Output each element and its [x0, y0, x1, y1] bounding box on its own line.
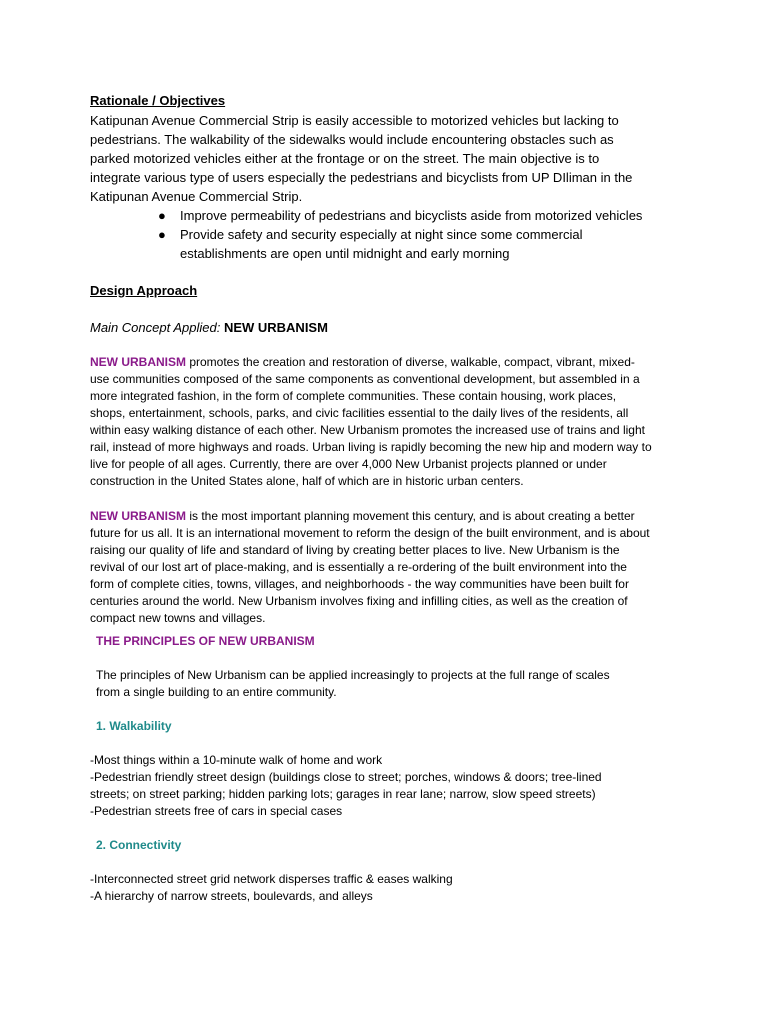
new-urbanism-paragraph-1: [90, 354, 690, 490]
text-line: shops, entertainment, schools, parks, and civic facilities essential to the daily lives of the residents, all: [90, 406, 629, 420]
text-line: form of complete cities, towns, villages, and neighborhoods - the way communities have been built for: [90, 577, 629, 591]
bullet-icon: ●: [158, 208, 166, 223]
text-line: The principles of New Urbanism can be applied increasingly to projects at the full range of scales: [96, 668, 610, 682]
text-line: future for us all. It is an international movement to reform the design of the built environment, and is about: [90, 526, 650, 540]
text-fragment: is the most important planning movement this century, and is about creating a better: [186, 509, 635, 523]
text-line: [90, 508, 690, 525]
text-line: raising our quality of life and standard of living by creating better places to live. New Urbanism is the: [90, 543, 620, 557]
principle-walkability-list: [90, 752, 690, 820]
new-urbanism-term: NEW URBANISM: [90, 509, 186, 523]
list-item: -Most things within a 10-minute walk of home and work: [90, 753, 383, 767]
list-item-text: Provide safety and security especially at night since some commercial: [180, 227, 583, 242]
text-line: from a single building to an entire community.: [96, 685, 337, 699]
principle-connectivity-list: [90, 871, 690, 905]
new-urbanism-paragraph-2: [90, 508, 690, 627]
text-line: construction in the United States alone, half of which are in historic urban centers.: [90, 474, 524, 488]
rationale-paragraph: [90, 111, 690, 206]
text-fragment: promotes the creation and restoration of diverse, walkable, compact, vibrant, mixed-: [186, 355, 635, 369]
main-concept-label: Main Concept Applied:: [90, 320, 224, 335]
list-item-text: establishments are open until midnight and early morning: [180, 246, 510, 261]
text-line: compact new towns and villages.: [90, 611, 266, 625]
rationale-heading: Rationale / Objectives: [90, 93, 226, 108]
list-item: -Pedestrian streets free of cars in special cases: [90, 804, 343, 818]
principle-title-connectivity: 2. Connectivity: [96, 838, 182, 852]
text-line: use communities composed of the same components as conventional development, but assembled in a: [90, 372, 640, 386]
principle-title-walkability: 1. Walkability: [96, 719, 172, 733]
objectives-list: [90, 206, 690, 263]
list-item: [158, 206, 690, 225]
principles-intro: [90, 667, 690, 701]
main-concept-line: [90, 319, 690, 337]
text-line: rail, instead of more highways and roads. Urban living is rapidly becoming the new hip and modern way to: [90, 440, 652, 454]
text-line: parked motorized vehicles either at the frontage or on the street. The main objective is to: [90, 151, 600, 166]
text-line: within easy walking distance of each other. New Urbanism promotes the increased use of trains and light: [90, 423, 645, 437]
text-line: pedestrians. The walkability of the sidewalks would include encountering obstacles such as: [90, 132, 614, 147]
list-item: -Pedestrian friendly street design (buildings close to street; porches, windows & doors; tree-lined: [90, 770, 602, 784]
bullet-icon: ●: [158, 227, 166, 242]
list-item: streets; on street parking; hidden parking lots; garages in rear lane; narrow, slow speed streets): [90, 787, 596, 801]
list-item-text: Improve permeability of pedestrians and bicyclists aside from motorized vehicles: [180, 208, 643, 223]
text-line: revival of our lost art of place-making, and is essentially a re-ordering of the built environment into the: [90, 560, 627, 574]
text-line: Katipunan Avenue Commercial Strip.: [90, 189, 303, 204]
new-urbanism-term: NEW URBANISM: [90, 355, 186, 369]
list-item: -A hierarchy of narrow streets, boulevards, and alleys: [90, 889, 373, 903]
document-page: [90, 92, 690, 905]
list-item: [158, 225, 690, 263]
text-line: centuries around the world. New Urbanism involves fixing and infilling cities, as well as the creation of: [90, 594, 628, 608]
text-line: Katipunan Avenue Commercial Strip is easily accessible to motorized vehicles but lacking to: [90, 113, 619, 128]
design-approach-heading: Design Approach: [90, 283, 198, 298]
text-line: integrate various type of users especially the pedestrians and bicyclists from UP DIliman in the: [90, 170, 633, 185]
principles-heading: THE PRINCIPLES OF NEW URBANISM: [96, 634, 315, 648]
text-line: more integrated fashion, in the form of complete communities. These contain housing, work places,: [90, 389, 617, 403]
text-line: [90, 354, 690, 371]
main-concept-value: NEW URBANISM: [223, 320, 328, 335]
text-line: live for people of all ages. Currently, there are over 4,000 New Urbanist projects planned or under: [90, 457, 607, 471]
list-item: -Interconnected street grid network disperses traffic & eases walking: [90, 872, 453, 886]
